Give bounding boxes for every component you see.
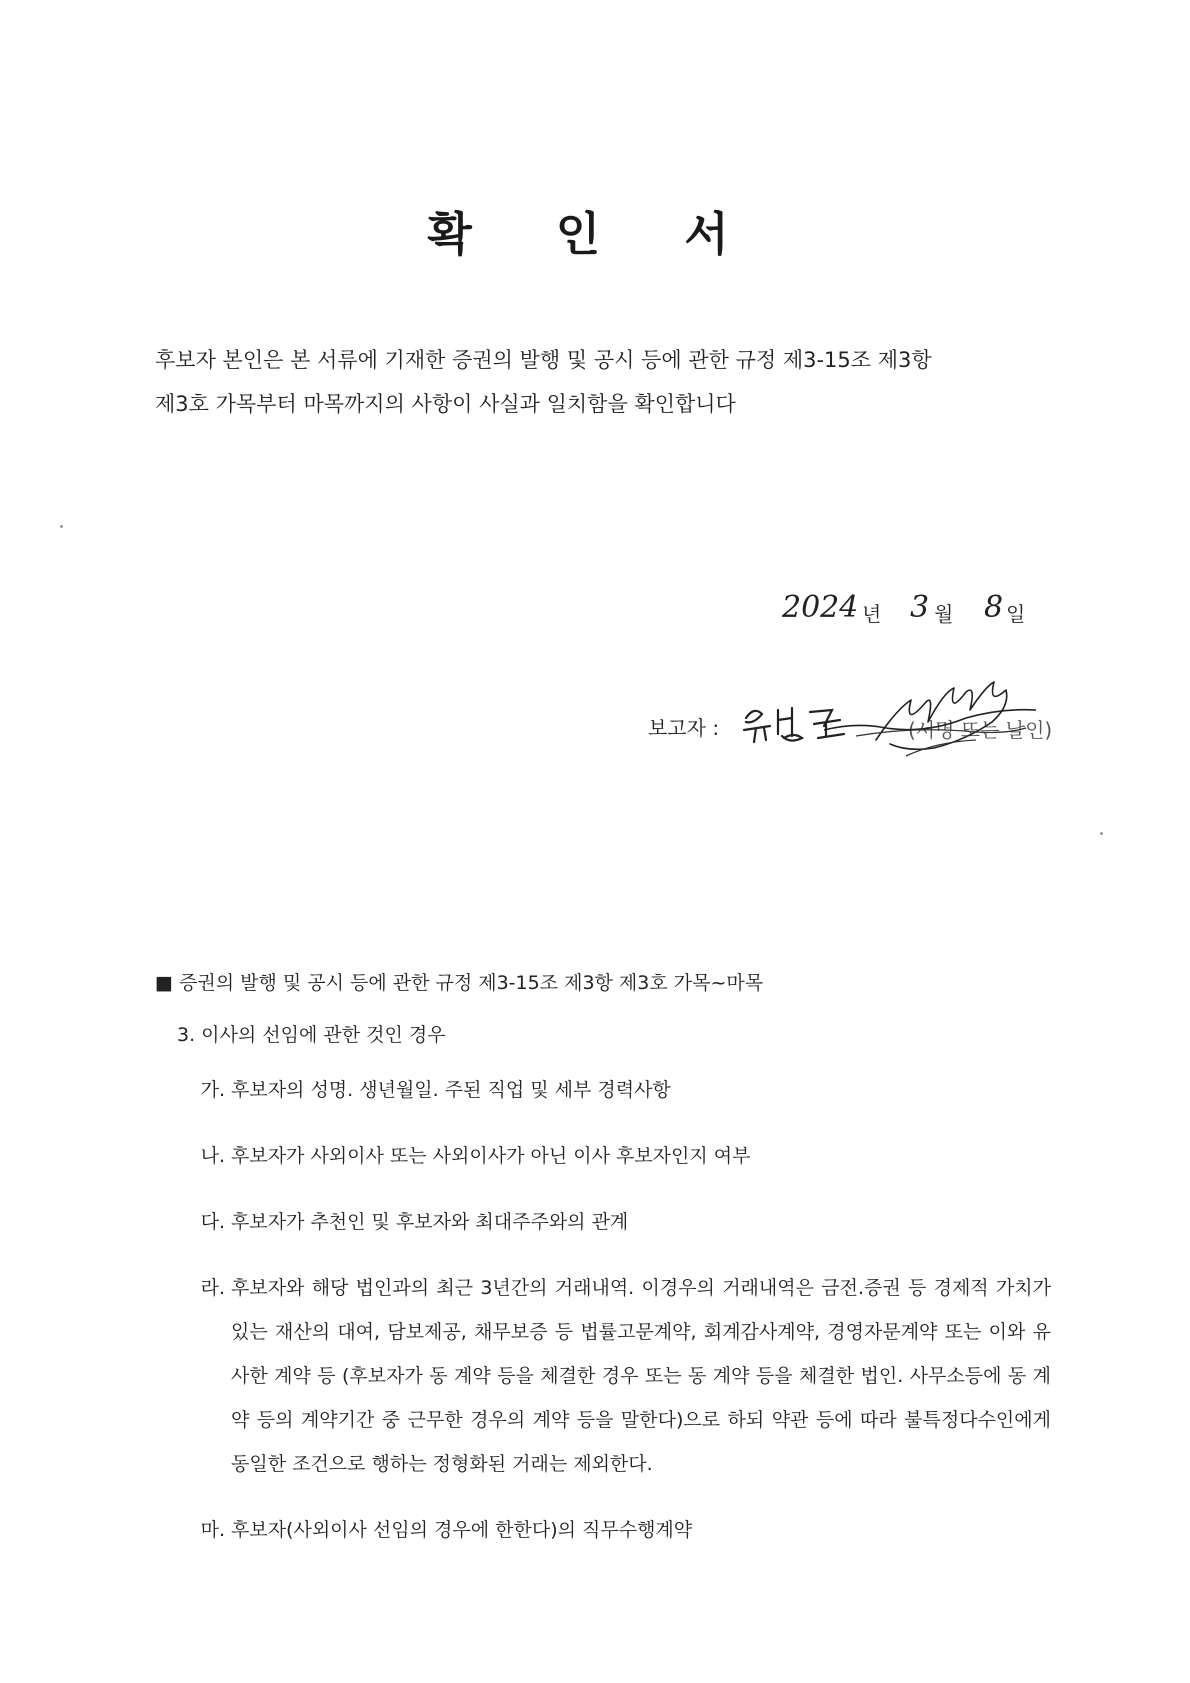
list-item-mark: 다. — [200, 1211, 225, 1233]
scan-speck — [60, 525, 63, 528]
item-3: 3. 이사의 선임에 관한 것인 경우 — [177, 1024, 446, 1046]
intro-line-2: 제3호 가목부터 마목까지의 사항이 사실과 일치함을 확인합니다 — [155, 392, 736, 416]
date-month: 3 — [910, 590, 930, 625]
list-item — [155, 1266, 1055, 1486]
reporter-line — [648, 706, 1108, 746]
list-item-mark: 라. — [200, 1277, 225, 1299]
reporter-label: 보고자 : — [648, 716, 720, 740]
date-year: 2024 — [782, 590, 859, 625]
intro-line-1: 후보자 본인은 본 서류에 기재한 증권의 발행 및 공시 등에 관한 규정 제3-15조 제3항 — [155, 348, 932, 372]
section-heading: ■ 증권의 발행 및 공시 등에 관한 규정 제3-15조 제3항 제3호 가목~마목 — [155, 972, 764, 994]
list-item-text: 후보자의 성명. 생년월일. 주된 직업 및 세부 경력사항 — [231, 1079, 671, 1101]
list-item — [155, 1068, 1055, 1112]
list-item-text: 후보자와 해당 법인과의 최근 3년간의 거래내역. 이경우의 거래내역은 금전.증권 등 경제적 가치가 있는 재산의 대여, 담보제공, 채무보증 등 법률고문계약, 회계감사계약, 경영자문계약 또는 이와 유사한 계약 등 (후보자가 동 계약 등을 체결한 경우 또는 동 계약 등을 체결한 법인. 사무소등에 동 계약 등의 계약기간 중 근무한 경우의 계약 등을 말한다)으로 하되 약관 등에 따라 불특정다수인에게 동일한 조건으로 행하는 정형화된 거래는 제외한다. — [231, 1277, 1051, 1475]
regulation-section — [155, 968, 1055, 1552]
date-day-unit: 일 — [1006, 602, 1026, 626]
sign-or-seal-label: (서명 또는 날인) — [908, 718, 1053, 742]
list-item-text: 후보자가 사외이사 또는 사외이사가 아닌 이사 후보자인지 여부 — [231, 1145, 751, 1167]
list-item-mark: 나. — [200, 1145, 225, 1167]
scan-speck — [1100, 832, 1103, 835]
list-item-mark: 마. — [200, 1519, 225, 1541]
list-item-text: 후보자(사외이사 선임의 경우에 한한다)의 직무수행계약 — [231, 1519, 693, 1541]
list-item — [155, 1508, 1055, 1552]
list-item-mark: 가. — [200, 1079, 225, 1101]
date-line — [782, 592, 1082, 632]
list-item — [155, 1200, 1055, 1244]
list-item-text: 후보자가 추천인 및 후보자와 최대주주와의 관계 — [231, 1211, 629, 1233]
document-title: 확 인 서 — [427, 207, 763, 261]
date-month-unit: 월 — [934, 602, 954, 626]
signature-scribble — [816, 670, 1046, 770]
intro-paragraph — [155, 338, 1055, 426]
date-year-unit: 년 — [862, 602, 882, 626]
date-day: 8 — [984, 590, 1004, 625]
list-item — [155, 1134, 1055, 1178]
